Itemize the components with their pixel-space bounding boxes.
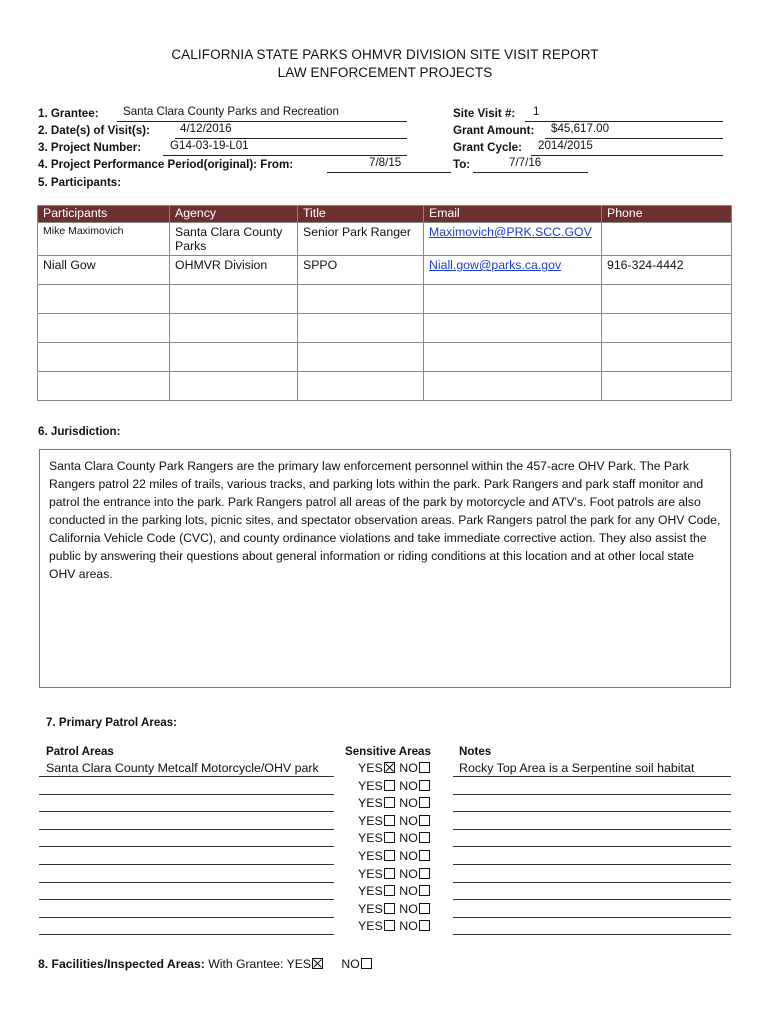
table-row-empty xyxy=(38,314,732,343)
empty-cell[interactable] xyxy=(298,372,424,401)
no-label: NO xyxy=(395,761,418,775)
table-row-empty xyxy=(38,285,732,314)
period-label: 4. Project Performance Period(original): From: xyxy=(38,158,294,171)
patrol-note-line[interactable] xyxy=(453,934,731,935)
sensitive-no-checkbox[interactable] xyxy=(419,832,430,843)
yes-label: YES xyxy=(358,778,383,793)
table-header-row xyxy=(38,206,732,223)
empty-cell[interactable] xyxy=(602,343,732,372)
yes-label: YES xyxy=(358,919,383,934)
empty-cell[interactable] xyxy=(424,314,602,343)
empty-cell[interactable] xyxy=(170,343,298,372)
to-label: To: xyxy=(453,158,471,171)
with-grantee-label: With Grantee: xyxy=(208,957,284,971)
dates-label: 2. Date(s) of Visit(s): xyxy=(38,124,150,137)
sensitive-yes-no-row xyxy=(358,919,431,933)
sensitive-no-checkbox[interactable] xyxy=(419,903,430,914)
participant-title[interactable]: SPPO xyxy=(298,256,424,285)
patrol-area-line[interactable] xyxy=(39,846,334,847)
notes-header: Notes xyxy=(459,745,492,758)
col-phone: Phone xyxy=(602,206,732,223)
empty-cell[interactable] xyxy=(424,343,602,372)
sensitive-yes-checkbox[interactable] xyxy=(384,885,395,896)
participant-email-cell xyxy=(424,256,602,285)
sensitive-no-checkbox[interactable] xyxy=(419,920,430,931)
sensitive-yes-no-row xyxy=(358,884,431,898)
col-title: Title xyxy=(298,206,424,223)
participant-name[interactable]: Niall Gow xyxy=(38,256,170,285)
site-visit-value: 1 xyxy=(533,105,540,118)
empty-cell[interactable] xyxy=(298,285,424,314)
patrol-area-line[interactable] xyxy=(39,864,334,865)
participant-email-link[interactable]: Maximovich@PRK.SCC.GOV xyxy=(429,225,592,239)
empty-cell[interactable] xyxy=(424,285,602,314)
participant-name[interactable]: Mike Maximovich xyxy=(38,223,170,256)
participants-table xyxy=(37,205,732,401)
patrol-area-line[interactable] xyxy=(39,917,334,918)
dates-field[interactable] xyxy=(175,124,407,139)
yes-label: YES xyxy=(358,901,383,916)
facilities-no-checkbox[interactable] xyxy=(361,958,372,969)
site-visit-label: Site Visit #: xyxy=(453,107,516,120)
patrol-area-line[interactable] xyxy=(39,794,334,795)
sensitive-yes-no-row xyxy=(358,761,431,775)
patrol-area-line[interactable] xyxy=(39,811,334,812)
to-field[interactable] xyxy=(473,158,588,173)
col-email: Email xyxy=(424,206,602,223)
period-from-field[interactable] xyxy=(327,158,451,173)
empty-cell[interactable] xyxy=(170,314,298,343)
patrol-note-line[interactable] xyxy=(453,794,731,795)
empty-cell[interactable] xyxy=(298,343,424,372)
grant-amount-field[interactable] xyxy=(545,124,723,139)
empty-cell[interactable] xyxy=(602,314,732,343)
patrol-area-line[interactable] xyxy=(39,829,334,830)
patrol-note-line[interactable] xyxy=(453,882,731,883)
yes-label: YES xyxy=(358,813,383,828)
sensitive-no-checkbox[interactable] xyxy=(419,780,430,791)
no-label: NO xyxy=(395,778,418,793)
yes-label: YES xyxy=(358,884,383,899)
empty-cell[interactable] xyxy=(38,343,170,372)
table-row-empty xyxy=(38,372,732,401)
report-subtitle: LAW ENFORCEMENT PROJECTS xyxy=(277,65,493,80)
no-label: NO xyxy=(395,849,418,863)
sensitive-no-checkbox[interactable] xyxy=(419,885,430,896)
grant-cycle-field[interactable] xyxy=(531,141,723,156)
sensitive-areas-header: Sensitive Areas xyxy=(345,745,431,758)
no-label: NO xyxy=(395,919,418,934)
no-label: NO xyxy=(395,813,418,828)
patrol-note-line[interactable] xyxy=(453,846,731,847)
sensitive-yes-no-row xyxy=(358,867,431,881)
yes-label: YES xyxy=(358,866,383,881)
sensitive-yes-checkbox[interactable] xyxy=(384,920,395,931)
project-number-field[interactable] xyxy=(163,141,407,156)
patrol-area-line[interactable] xyxy=(39,934,334,935)
sensitive-no-checkbox[interactable] xyxy=(419,850,430,861)
to-value: 7/7/16 xyxy=(509,156,542,169)
facilities-row xyxy=(38,957,373,971)
patrol-area-line[interactable] xyxy=(39,776,334,777)
sensitive-yes-checkbox[interactable] xyxy=(384,780,395,791)
sensitive-no-checkbox[interactable] xyxy=(419,815,430,826)
participants-label: 5. Participants: xyxy=(38,176,122,189)
participant-email-link[interactable]: Niall.gow@parks.ca.gov xyxy=(429,258,562,272)
sensitive-yes-checkbox[interactable] xyxy=(384,815,395,826)
dates-value: 4/12/2016 xyxy=(180,122,232,135)
empty-cell[interactable] xyxy=(170,285,298,314)
grantee-field[interactable] xyxy=(117,107,407,122)
no-label: NO xyxy=(395,866,418,881)
sensitive-yes-no-row xyxy=(358,849,431,863)
sensitive-yes-no-row xyxy=(358,902,431,916)
sensitive-yes-checkbox[interactable] xyxy=(384,850,395,861)
project-number-label: 3. Project Number: xyxy=(38,141,142,154)
facilities-label: 8. Facilities/Inspected Areas: xyxy=(38,957,205,971)
sensitive-yes-checkbox[interactable] xyxy=(384,832,395,843)
facilities-yes-label: YES xyxy=(286,957,311,971)
patrol-areas-header: Patrol Areas xyxy=(46,745,114,758)
grantee-value: Santa Clara County Parks and Recreation xyxy=(123,105,339,118)
patrol-note-line[interactable] xyxy=(453,811,731,812)
jurisdiction-label: 6. Jurisdiction: xyxy=(38,425,121,438)
participant-title[interactable]: Senior Park Ranger xyxy=(298,223,424,256)
table-row-empty xyxy=(38,343,732,372)
participant-email-cell xyxy=(424,223,602,256)
no-label: NO xyxy=(395,796,418,811)
empty-cell[interactable] xyxy=(298,314,424,343)
yes-label: YES xyxy=(358,831,383,846)
grantee-label: 1. Grantee: xyxy=(38,107,99,120)
participant-agency[interactable]: Santa Clara County Parks xyxy=(170,223,298,256)
table-row xyxy=(38,223,732,256)
sensitive-yes-checkbox[interactable] xyxy=(384,868,395,879)
patrol-note-line[interactable] xyxy=(453,864,731,865)
yes-label: YES xyxy=(358,761,383,775)
sensitive-no-checkbox[interactable] xyxy=(419,762,430,773)
patrol-label: 7. Primary Patrol Areas: xyxy=(46,716,178,729)
sensitive-yes-checkbox[interactable] xyxy=(384,762,395,773)
project-number-value: G14-03-19-L01 xyxy=(170,139,249,152)
sensitive-yes-checkbox[interactable] xyxy=(384,797,395,808)
participant-agency[interactable]: OHMVR Division xyxy=(170,256,298,285)
sensitive-yes-no-row xyxy=(358,814,431,828)
yes-label: YES xyxy=(358,849,383,863)
participant-phone[interactable]: 916-324-4442 xyxy=(602,256,732,285)
patrol-note-value: Rocky Top Area is a Serpentine soil habitat xyxy=(459,761,695,775)
empty-cell[interactable] xyxy=(424,372,602,401)
sensitive-yes-no-row xyxy=(358,796,431,810)
patrol-area-line[interactable] xyxy=(39,882,334,883)
empty-cell[interactable] xyxy=(38,285,170,314)
col-participants: Participants xyxy=(38,206,170,223)
patrol-note-line[interactable] xyxy=(453,899,731,900)
empty-cell[interactable] xyxy=(38,314,170,343)
facilities-no-label: NO xyxy=(341,957,360,971)
empty-cell[interactable] xyxy=(602,372,732,401)
sensitive-no-checkbox[interactable] xyxy=(419,868,430,879)
participant-phone[interactable] xyxy=(602,223,732,256)
patrol-note-line[interactable] xyxy=(453,917,731,918)
empty-cell[interactable] xyxy=(38,372,170,401)
no-label: NO xyxy=(395,901,418,916)
patrol-note-line[interactable] xyxy=(453,829,731,830)
period-from-value: 7/8/15 xyxy=(369,156,402,169)
empty-cell[interactable] xyxy=(602,285,732,314)
patrol-area-value: Santa Clara County Metcalf Motorcycle/OHV park xyxy=(46,761,319,775)
col-agency: Agency xyxy=(170,206,298,223)
no-label: NO xyxy=(395,831,418,846)
report-title: CALIFORNIA STATE PARKS OHMVR DIVISION SITE VISIT REPORT xyxy=(171,47,599,62)
grant-cycle-value: 2014/2015 xyxy=(538,139,593,152)
grant-cycle-label: Grant Cycle: xyxy=(453,141,522,154)
no-label: NO xyxy=(395,884,418,899)
sensitive-yes-no-row xyxy=(358,831,431,845)
site-visit-field[interactable] xyxy=(525,107,723,122)
sensitive-no-checkbox[interactable] xyxy=(419,797,430,808)
yes-label: YES xyxy=(358,796,383,811)
patrol-note-line[interactable] xyxy=(453,776,731,777)
empty-cell[interactable] xyxy=(170,372,298,401)
facilities-yes-checkbox[interactable] xyxy=(312,958,323,969)
patrol-area-line[interactable] xyxy=(39,899,334,900)
grant-amount-label: Grant Amount: xyxy=(453,124,535,137)
sensitive-yes-checkbox[interactable] xyxy=(384,903,395,914)
jurisdiction-text: Santa Clara County Park Rangers are the primary law enforcement personnel within the 457-acre OHV Park. The Park Rangers patrol 22 miles of trails, various tracks, and parking lots within the park. Park Rangers and park staff monitor and patrol the entrance into the park. Park Rangers patrol all areas of the park by motorcycle and ATV's. Foot patrols are also conducted in the parking lots, picnic sites, and spectator observation areas. Park Rangers patrol the park for any OHV Code, California Vehicle Code (CVC), and county ordinance violations and take immediate corrective action. They also assist the public by answering their questions about general information or riding conditions at this location and at other local state OHV areas. xyxy=(49,459,721,581)
table-row xyxy=(38,256,732,285)
sensitive-yes-no-row xyxy=(358,779,431,793)
grant-amount-value: $45,617.00 xyxy=(551,122,610,135)
